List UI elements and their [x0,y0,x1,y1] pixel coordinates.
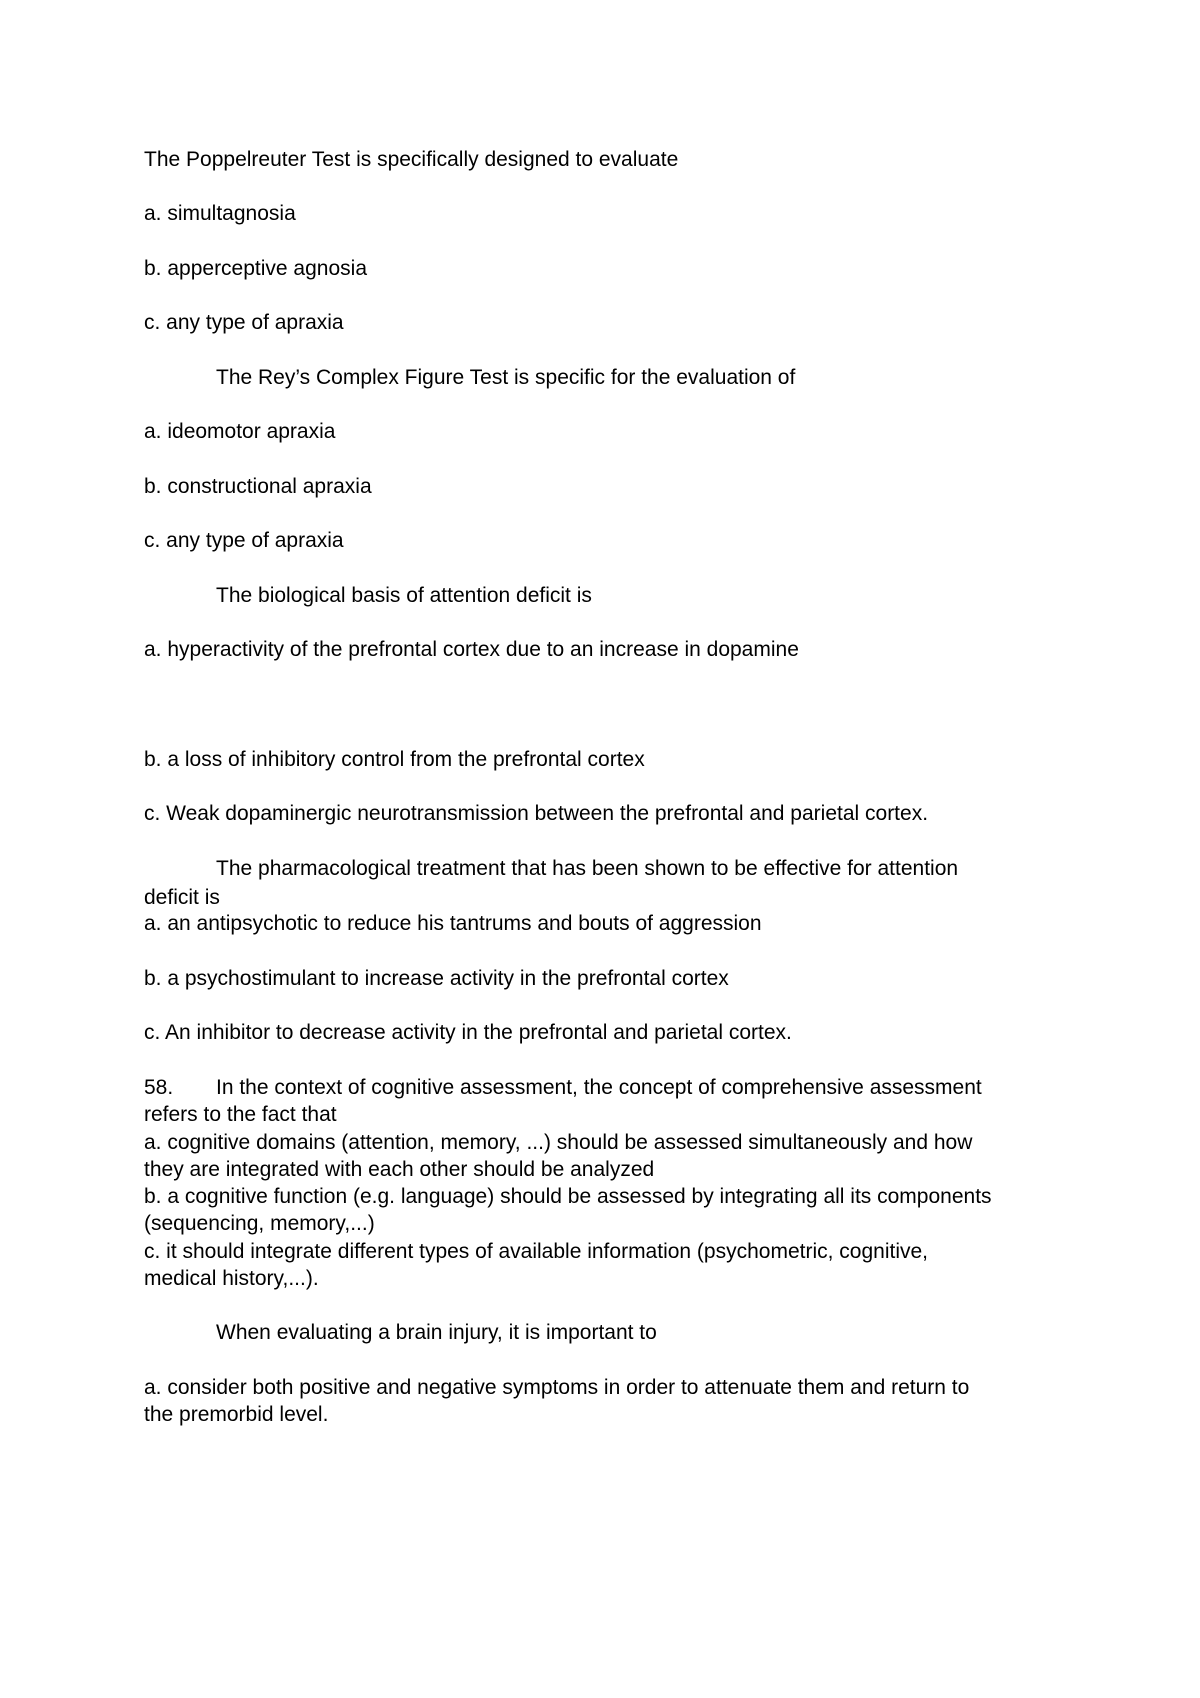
question-rey-complex-figure: The Rey’s Complex Figure Test is specific for the evaluation of [216,366,796,389]
question-pharmacological-treatment-continued: deficit is [144,886,220,909]
option-b-continued: (sequencing, memory,...) [144,1212,375,1235]
question-poppelreuter: The Poppelreuter Test is specifically designed to evaluate [144,148,679,171]
question-comprehensive-assessment [144,1073,1064,1102]
question-attention-deficit-basis: The biological basis of attention deficit is [216,584,592,607]
option-a: a. an antipsychotic to reduce his tantrums and bouts of aggression [144,912,762,935]
option-c: c. any type of apraxia [144,529,344,552]
question-text: In the context of cognitive assessment, the concept of comprehensive assessment [216,1076,982,1099]
option-a-continued: the premorbid level. [144,1403,329,1426]
option-c: c. any type of apraxia [144,311,344,334]
option-b: b. constructional apraxia [144,475,372,498]
option-a: a. simultagnosia [144,202,296,225]
option-a: a. hyperactivity of the prefrontal cortex due to an increase in dopamine [144,638,799,661]
question-number: 58. [144,1076,174,1099]
option-b: b. a cognitive function (e.g. language) should be assessed by integrating all its components [144,1185,992,1208]
option-a: a. consider both positive and negative symptoms in order to attenuate them and return to [144,1376,970,1399]
option-c: c. An inhibitor to decrease activity in the prefrontal and parietal cortex. [144,1021,792,1044]
question-comprehensive-assessment-continued: refers to the fact that [144,1103,337,1126]
option-b: b. a psychostimulant to increase activity in the prefrontal cortex [144,967,729,990]
option-a-continued: they are integrated with each other should be analyzed [144,1158,655,1181]
option-b: b. a loss of inhibitory control from the prefrontal cortex [144,748,645,771]
option-c: c. it should integrate different types of available information (psychometric, cognitive, [144,1240,929,1263]
question-pharmacological-treatment: The pharmacological treatment that has been shown to be effective for attention [216,857,959,880]
option-c-continued: medical history,...). [144,1267,319,1290]
question-brain-injury-evaluation: When evaluating a brain injury, it is important to [216,1321,657,1344]
option-b: b. apperceptive agnosia [144,257,367,280]
option-c: c. Weak dopaminergic neurotransmission between the prefrontal and parietal cortex. [144,802,929,825]
option-a: a. ideomotor apraxia [144,420,336,443]
option-a: a. cognitive domains (attention, memory, ...) should be assessed simultaneously and how [144,1131,973,1154]
